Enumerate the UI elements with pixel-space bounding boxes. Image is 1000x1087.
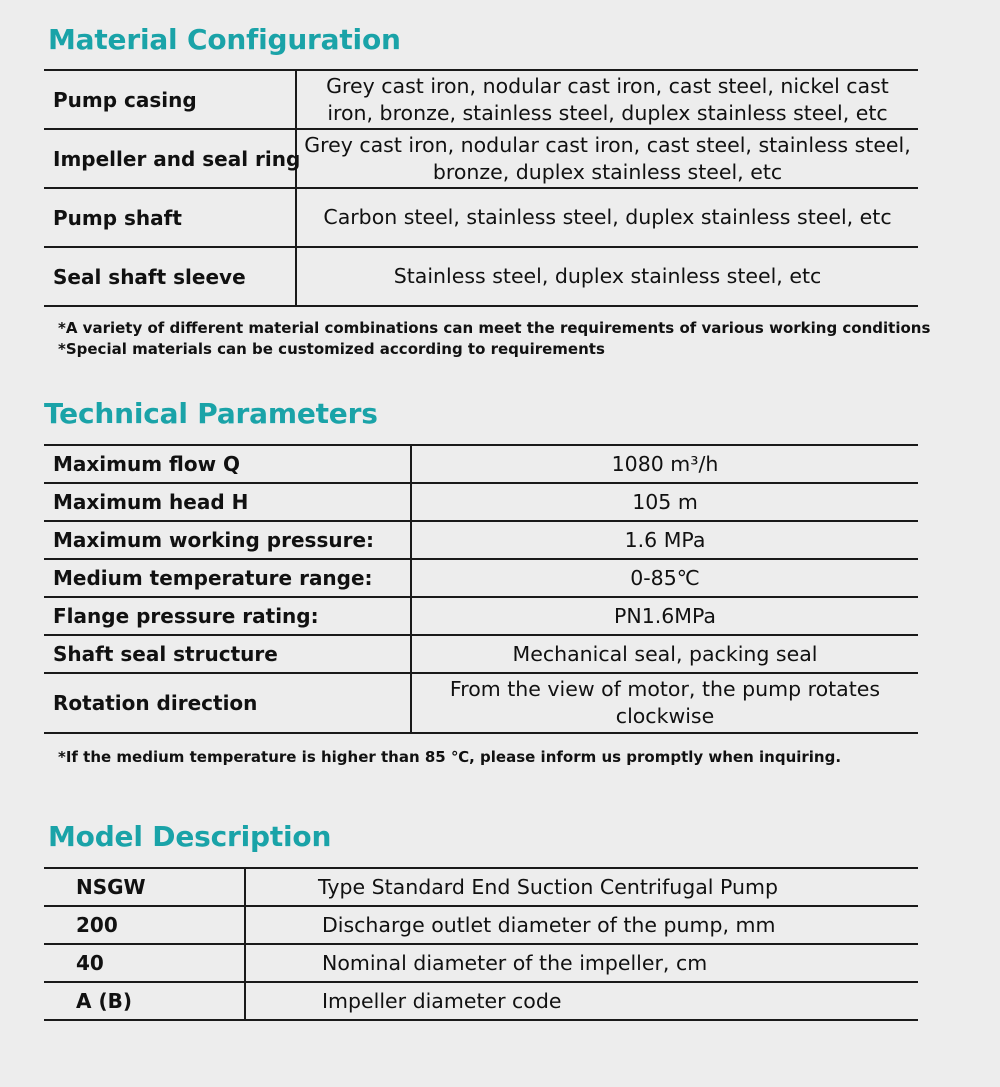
- row-value: Stainless steel, duplex stainless steel, etc: [296, 247, 918, 306]
- table-row: [44, 635, 918, 673]
- row-value: PN1.6MPa: [411, 597, 918, 635]
- table-row: [44, 247, 918, 306]
- table-row: [44, 483, 918, 521]
- model-code: A (B): [44, 982, 245, 1020]
- row-value: 0-85℃: [411, 559, 918, 597]
- row-value: Carbon steel, stainless steel, duplex stainless steel, etc: [296, 188, 918, 247]
- row-label: Impeller and seal ring: [44, 129, 296, 188]
- model-description: Impeller diameter code: [245, 982, 918, 1020]
- material-notes: [44, 318, 930, 360]
- technical-parameters-heading: Technical Parameters: [44, 397, 378, 430]
- row-label: Maximum head H: [44, 483, 411, 521]
- row-value: Mechanical seal, packing seal: [411, 635, 918, 673]
- table-row: [44, 597, 918, 635]
- row-label: Medium temperature range:: [44, 559, 411, 597]
- row-label: Pump casing: [44, 70, 296, 129]
- table-row: [44, 70, 918, 129]
- table-row: [44, 944, 918, 982]
- table-row: [44, 188, 918, 247]
- technical-note: [44, 747, 841, 768]
- table-row: [44, 868, 918, 906]
- material-config-heading: Material Configuration: [48, 23, 401, 56]
- row-value: 1.6 MPa: [411, 521, 918, 559]
- row-label: Shaft seal structure: [44, 635, 411, 673]
- technical-parameters-table: [44, 444, 918, 734]
- model-description: Nominal diameter of the impeller, cm: [245, 944, 918, 982]
- model-description-table: [44, 867, 918, 1021]
- table-row: [44, 673, 918, 733]
- model-code: NSGW: [44, 868, 245, 906]
- row-value: From the view of motor, the pump rotates clockwise: [411, 673, 918, 733]
- note-text: *Special materials can be customized according to requirements: [58, 340, 605, 358]
- table-row: [44, 445, 918, 483]
- row-value: 1080 m³/h: [411, 445, 918, 483]
- row-value: Grey cast iron, nodular cast iron, cast steel, stainless steel, bronze, duplex stainless steel, etc: [296, 129, 918, 188]
- table-row: [44, 521, 918, 559]
- table-row: [44, 906, 918, 944]
- row-label: Seal shaft sleeve: [44, 247, 296, 306]
- row-label: Rotation direction: [44, 673, 411, 733]
- row-value: Grey cast iron, nodular cast iron, cast steel, nickel cast iron, bronze, stainless steel, duplex stainless steel, etc: [296, 70, 918, 129]
- table-row: [44, 559, 918, 597]
- row-label: Maximum working pressure:: [44, 521, 411, 559]
- note-text: *A variety of different material combinations can meet the requirements of various working conditions: [58, 319, 931, 337]
- model-description: Type Standard End Suction Centrifugal Pump: [245, 868, 918, 906]
- row-label: Flange pressure rating:: [44, 597, 411, 635]
- model-code: 200: [44, 906, 245, 944]
- row-value: 105 m: [411, 483, 918, 521]
- note-text: *If the medium temperature is higher than 85 ℃, please inform us promptly when inquiring.: [58, 748, 842, 766]
- model-code: 40: [44, 944, 245, 982]
- table-row: [44, 982, 918, 1020]
- model-description-heading: Model Description: [48, 820, 332, 853]
- row-label: Pump shaft: [44, 188, 296, 247]
- model-description: Discharge outlet diameter of the pump, mm: [245, 906, 918, 944]
- material-config-table: [44, 69, 918, 307]
- table-row: [44, 129, 918, 188]
- row-label: Maximum flow Q: [44, 445, 411, 483]
